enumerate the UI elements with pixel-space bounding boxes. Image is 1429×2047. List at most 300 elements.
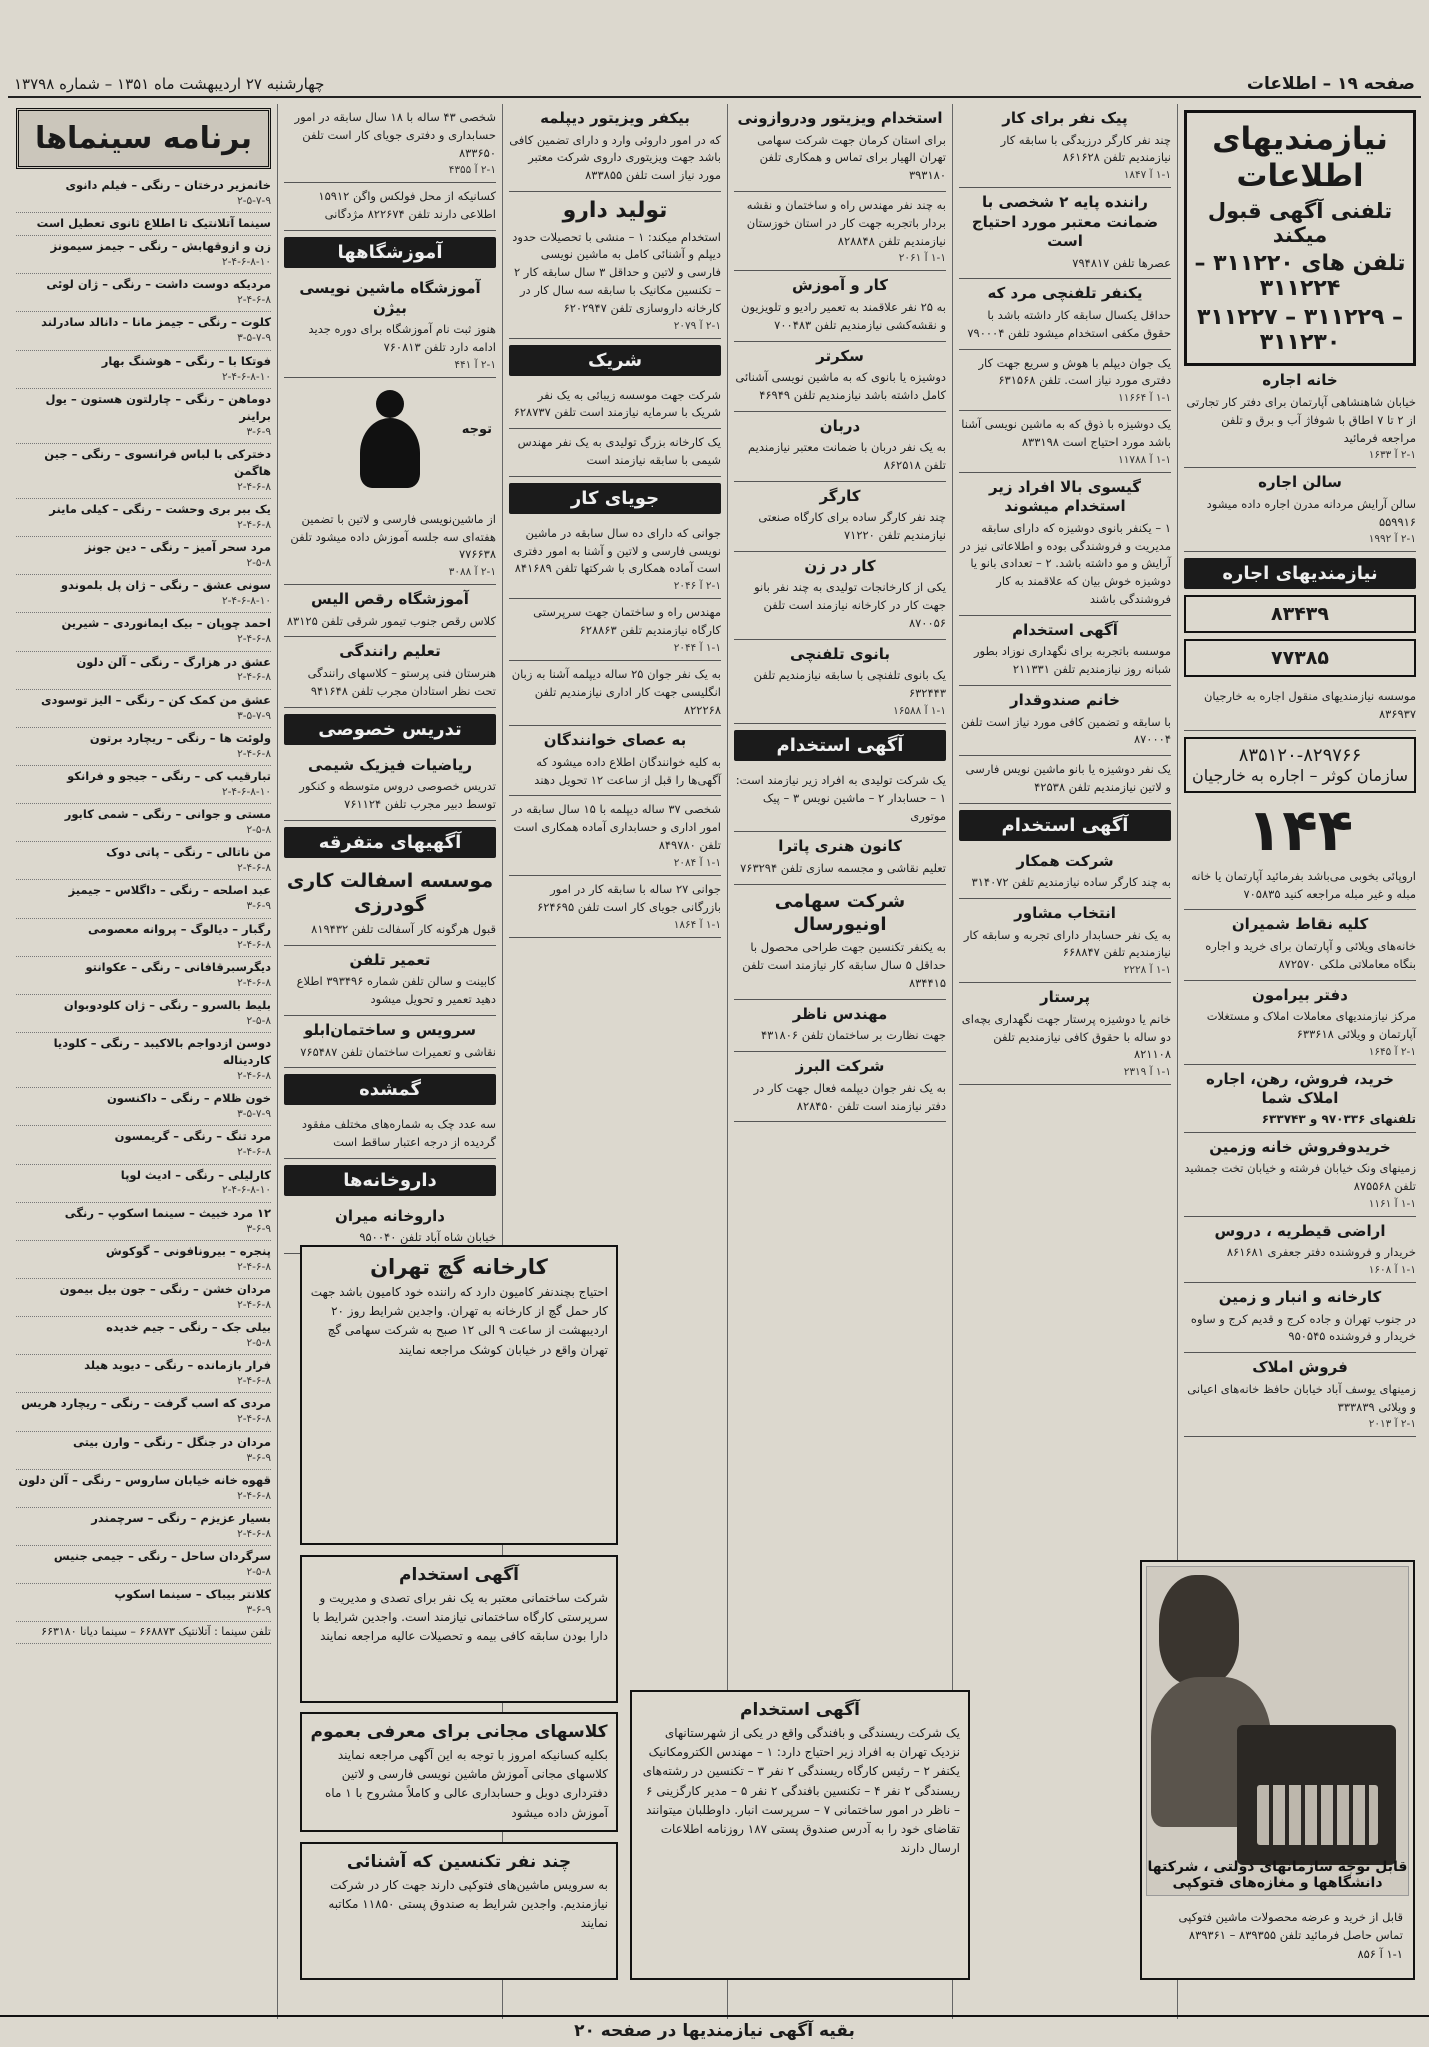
ad-text: شرکت ساختمانی معتبر به یک نفر برای تصدی و مدیریت و سرپرستی کارگاه ساختمانی نیازمند است. واجدین شرایط با دارا بودن سابقه کافی بیمه و تحصیلات عالیه مراجعه نمایند: [312, 1591, 608, 1644]
category-lost: گمشده: [284, 1074, 496, 1105]
ad-code: ۱-۱ آ ۱۱۶۶۴: [1118, 392, 1171, 405]
ad-job-seeker: [509, 520, 721, 599]
ad-sale: [1184, 1353, 1416, 1437]
ad-textile-co: [630, 1690, 970, 1980]
category-misc: آگهیهای متفرقه: [284, 827, 496, 858]
ad-text: عصرها تلفن ۷۹۴۸۱۷: [1072, 255, 1171, 270]
cinema-film: دوسن ازدواجم بالاکیبد – رنگی – کلودیا کاردیناله: [53, 1036, 271, 1068]
ad-title: آگهی استخدام: [1012, 620, 1118, 639]
cinema-item: [16, 1317, 271, 1355]
cinema-film: مرد سحر آمیز – رنگی – دین جونز: [84, 540, 271, 555]
cinema-film: مستی و جوانی – رنگی – شمی کابور: [64, 807, 271, 822]
category-pharmacy: داروخانه‌ها: [284, 1165, 496, 1196]
ad-readers-notice: [509, 726, 721, 796]
ad-text: خیابان شاه آباد تلفن ۹۵۰۰۴۰: [359, 1230, 496, 1245]
ad-chemist: [509, 429, 721, 477]
ad-title: تعمیر تلفن: [349, 950, 431, 969]
ad-text: موسسه باتجربه برای نگهداری نوزاد بطور شبانه روز نیازمندیم تلفن ۲۱۱۳۳۱: [974, 644, 1171, 677]
ad-text: ۱ – یکنفر بانوی دوشیزه که دارای سابقه مدیریت و فروشندگی بوده و اطلاعاتی نیز در آرایش و مو داشته باشد. ۲ – تعدادی بانو یا دوشیزه خوش بیان که علاقمند به کار فروشندگی باشند: [960, 520, 1171, 607]
cinema-times: ۲-۴-۶-۸-۱۰: [222, 1184, 271, 1197]
ad-code: ۲-۱ آ ۱۹۹۲: [1368, 533, 1416, 546]
ad-text: خریدار و فروشنده دفتر جعفری ۸۶۱۶۸۱: [1226, 1245, 1416, 1260]
ad-title: تولید دارو: [562, 197, 668, 223]
ad-text: حداقل یکسال سابقه کار داشته باشد با حقوق مکفی استخدام میشود تلفن ۷۹۰۰۰۴: [967, 307, 1171, 340]
category-partner: شریک: [509, 345, 721, 376]
ad-title: دفتر بیرامون: [1252, 985, 1348, 1004]
cinema-times: ۳-۶-۹: [246, 1451, 271, 1464]
cinema-times: ۲-۴-۶-۸: [237, 1413, 271, 1426]
ad-land: [1184, 1217, 1416, 1283]
ad-code: ۱-۱ آ ۲۰۶۱: [898, 252, 946, 265]
cinema-item: [16, 652, 271, 690]
cinema-film: سرگردان ساحل – رنگی – جیمی جنیس: [53, 1549, 271, 1564]
ad-young-diploma: [509, 661, 721, 726]
ad-villa: [1184, 910, 1416, 980]
cinema-film: عشق در هزارگ – رنگی – آلن دلون: [76, 654, 271, 669]
cinema-times: ۳-۶-۹: [246, 1222, 271, 1235]
cinema-times: ۲-۴-۶-۸: [237, 1527, 271, 1540]
ad-partner: [509, 382, 721, 430]
stamp-phone-2: ۷۷۳۸۵: [1184, 639, 1416, 677]
cinema-times: ۲-۵-۸: [246, 557, 271, 569]
ad-code: ۱-۱ آ ۲۰۸۴: [673, 856, 721, 869]
ad-text: به ۲۵ نفر علاقمند به تعمیر رادیو و تلویزیون و نقشه‌کشی نیازمندیم تلفن ۷۰۰۴۸۳: [741, 299, 946, 332]
ad-text: خانه‌های ویلائی و آپارتمان برای خرید و اجاره بنگاه معاملاتی ملکی ۸۷۲۵۷۰: [1205, 938, 1416, 971]
ad-text: موسسه نیازمندیهای منقول اجاره به خارجیان ۸۳۶۹۳۷: [1203, 689, 1416, 722]
ad-salon: [1184, 468, 1416, 552]
ad-accountant-seek: [509, 796, 721, 875]
ad-title: شرکت سهامی اونیورسال: [774, 890, 906, 936]
cinema-item: [16, 537, 271, 575]
ad-code: ۲-۱ آ ۱۶۳۳: [1368, 449, 1416, 462]
ad-commerce-seek: [509, 876, 721, 938]
ad-text: به چند کارگر ساده نیازمندیم تلفن ۳۱۴۰۷۲: [971, 875, 1171, 890]
ad-doorman: [734, 412, 946, 482]
cinema-item: [16, 1203, 271, 1241]
ad-phone: تلفنهای ۹۷۰۳۳۶ و ۶۳۳۷۴۳: [1261, 1111, 1416, 1126]
ad-pharma: [509, 192, 721, 339]
ad-text: مرکز نیازمندیهای معاملات املاک و مستغلات آپارتمان و ویلائی ۶۳۳۶۱۸: [1206, 1009, 1416, 1041]
ad-title: خرید، فروش، رهن، اجاره املاک شما: [1206, 1069, 1394, 1108]
ad-code: ۱-۱ آ ۲۰۴۴: [673, 641, 721, 654]
ad-alborz: [734, 1052, 946, 1122]
ad-company: [959, 847, 1171, 899]
cinema-times: ۲-۴-۶-۸: [237, 1375, 271, 1388]
ad-civil-engineer: [509, 599, 721, 661]
cinema-times: ۲-۴-۶-۸: [237, 747, 271, 760]
silhouette-label: توجه: [461, 421, 492, 437]
ad-text: یک کارخانه بزرگ تولیدی به یک نفر مهندس شیمی با سابقه نیازمند است: [517, 435, 721, 468]
ad-salon-staff: [959, 473, 1171, 616]
ad-text: در جنوب تهران و جاده کرج و قدیم کرج و ساوه خریدار و فروشنده ۹۵۰۵۴۵: [1190, 1311, 1416, 1344]
ad-work-training: [734, 271, 946, 341]
ad-text: جوانی ۲۷ ساله با سابقه کار در امور بازرگانی جویای کار است تلفن ۶۲۴۶۹۵: [537, 881, 721, 914]
cinema-item: [16, 1546, 271, 1584]
banner-title: نیازمندیهای اطلاعات: [1212, 121, 1388, 195]
cinema-film: کلانتر بیباک – سینما اسکوپ: [114, 1587, 271, 1602]
ad-operator: [959, 279, 1171, 349]
ad-cashier: [959, 686, 1171, 756]
ad-text: نقاشی و تعمیرات ساختمان تلفن ۷۶۵۴۸۷: [300, 1044, 496, 1059]
ad-nanny: [959, 616, 1171, 686]
ad-title: استخدام ویزیتور ودروازونی: [737, 109, 943, 127]
ad-text: جوانی که دارای ده سال سابقه در ماشین نویسی فارسی و لاتین و آشنا به امور دفتری است آماده همکاری با شرکتها تلفن ۸۴۱۶۸۹: [513, 525, 721, 576]
cinema-times: ۲-۵-۸: [246, 1014, 271, 1027]
cinema-film: سونی عشق – رنگی – ژان پل بلموندو: [60, 578, 271, 593]
ad-text: هنرستان فنی پرستو – کلاسهای رانندگی تحت نظر استادان مجرب تلفن ۹۴۱۶۴۸: [307, 665, 496, 698]
ad-women-work: [734, 552, 946, 640]
ad-title: خانه اجاره: [1262, 371, 1338, 390]
ad-text: اروپائی بخوبی می‌باشد بفرمائید آپارتمان یا خانه مبله و غیر مبله مراجعه کنید ۷۰۵۸۳۵: [1191, 868, 1416, 901]
ad-title: کارخانه و انبار و زمین: [1218, 1288, 1382, 1307]
ad-phone-operator: [734, 640, 946, 724]
ad-dance-school: [284, 585, 496, 637]
cinema-item: [16, 690, 271, 728]
ad-code: ۲-۱ آ ۲۰۱۳: [1368, 1418, 1416, 1431]
ad-text: یک نفر دوشیزه یا بانو ماشین نویس فارسی و لاتین نیازمندیم تلفن ۴۲۵۳۸: [965, 762, 1171, 794]
ad-title: مهندس ناظر: [792, 1004, 888, 1023]
ad-title: راننده پایه ۲ شخصی با ضمانت معتبر مورد احتیاج است: [971, 193, 1159, 251]
banner-phones-1: تلفن های ۳۱۱۲۲۰ – ۳۱۱۲۲۴: [1194, 251, 1406, 302]
ad-secretary: [734, 342, 946, 412]
category-employment-2: آگهی استخدام: [734, 730, 946, 761]
ad-title: سالن اجاره: [1258, 473, 1342, 492]
ad-text: زمینهای ونک خیابان فرشته و خیابان تخت جمشید تلفن ۸۷۵۵۶۸: [1184, 1161, 1416, 1194]
ad-art-center: [734, 832, 946, 884]
cinema-film: کلوت – رنگی – جیمز مانا – دانالد سادرلند: [41, 315, 271, 330]
ad-accountant: [284, 104, 496, 183]
cinema-film: فوتکا با – رنگی – هوشنگ بهار: [101, 353, 271, 368]
ad-nurse: [959, 983, 1171, 1085]
cinema-item: [16, 1279, 271, 1317]
cinema-film: مردان در جنگل – رنگی – وارن بیتی: [72, 1434, 271, 1449]
photocopy-photo: [1146, 1566, 1409, 1896]
cinema-item: [16, 728, 271, 766]
cinema-film: دخترکی با لباس فرانسوی – رنگی – جین هاگمن: [44, 446, 271, 478]
ad-text: تدریس خصوصی دروس متوسطه و کنکور توسط دبیر مجرب تلفن ۷۶۱۱۲۴: [299, 779, 496, 811]
ad-title: آگهی استخدام: [740, 1700, 860, 1720]
ad-text: خانم یا دوشیزه پرستار جهت نگهداری بچه‌ای دو ساله با حقوق کافی نیازمندیم تلفن ۸۲۱۱۰۸: [961, 1011, 1171, 1062]
category-private-lessons: تدریس خصوصی: [284, 714, 496, 745]
ad-text: یک شرکت ریسندگی و بافندگی واقع در یکی از شهرستانهای نزدیک تهران به افراد زیر احتیاج دارد: ۱ – مهندس الکترومکانیک یکنفر ۲ – رئیس کارگاه ریسندگی ۲ نفر ۳ – تکنسین در رشته‌های ریسندگی ۲ نفر ۴ – تکنسین بافندگی ۲ نفر ۵ – مدیر کارگزینی ۶ – ناظر در امور ساختمانی ۷ – سرپرست انبار. داوطلبان میتوانند تقاضای خود را به آدرس صندوق پستی ۱۸۷ روزنامه اطلاعات ارسال دارند: [642, 1726, 960, 1856]
cinema-film: دیگرسبرقافانی – رنگی – عکوانتو: [85, 959, 271, 974]
ad-driver: [959, 188, 1171, 279]
cinema-item: [16, 1432, 271, 1470]
ad-photocopy: [1140, 1560, 1415, 1980]
ad-universal: [734, 885, 946, 1000]
banner-phones-2: ۳۱۱۲۲۷ – ۳۱۱۲۲۹ – ۳۱۱۲۳۰: [1196, 305, 1404, 356]
cinema-film: مرد تنگ – رنگی – گریمسون: [114, 1129, 271, 1144]
cinema-times: ۲-۴-۶-۸: [237, 480, 271, 493]
category-rental: نیازمندیهای اجاره: [1184, 558, 1416, 589]
ad-text: از ماشین‌نویسی فارسی و لاتین با تضمین هفته‌ای سه جلسه آموزش داده میشود تلفن ۷۷۶۶۳۸: [290, 511, 496, 562]
cinema-times: ۲-۴-۶-۸-۱۰: [222, 256, 271, 269]
ad-text: شرکت جهت موسسه زیبائی به یک نفر شریک با سرمایه نیازمند است تلفن ۶۲۸۷۳۷: [513, 387, 721, 420]
ad-title: شرکت همکار: [1016, 851, 1114, 870]
ad-worker: [734, 482, 946, 552]
ad-text: هنوز ثبت نام آموزشگاه برای دوره جدید ادامه دارد تلفن ۷۶۰۸۱۳: [308, 322, 496, 354]
cinema-times: ۲-۴-۶-۸: [237, 938, 271, 951]
ad-code: ۱-۱ آ ۸۵۶: [1357, 1946, 1403, 1961]
cinema-item: [16, 236, 271, 274]
ad-engineers: [734, 192, 946, 271]
ad-title: به عصای خوانندگان: [543, 731, 687, 750]
cinema-film: تبارقیب کی – رنگی – جیجو و فرانکو: [67, 769, 271, 783]
cinema-film: یک ببر بری وحشت – رنگی – کیلی ماینر: [49, 501, 271, 516]
ad-title: کارگر: [819, 486, 861, 505]
cinema-film: خون ظلام – رنگی – داکنسون: [106, 1091, 271, 1106]
cinema-film: بلیط بالسرو – رنگی – ژان کلودوبوان: [63, 997, 271, 1012]
page-footer: بقیه آگهی نیازمندیها در صفحه ۲۰: [0, 2015, 1429, 2041]
cinema-film: بیلی جک – رنگی – جیم خدیده: [106, 1320, 271, 1335]
ad-text: به یک نفر دربان با ضمانت معتبر نیازمندیم تلفن ۸۶۲۵۱۸: [748, 440, 946, 472]
ad-title: سکرتر: [816, 346, 864, 365]
ad-phone: ۸۳۵۱۲۰-۸۲۹۷۶۶: [1238, 745, 1362, 767]
ad-text: چند نفر کارگر درزیدگی با سابقه کار نیازمندیم تلفن ۸۶۱۶۲۸: [1000, 132, 1171, 165]
page-header: [8, 72, 1421, 98]
ad-text: زمینهای یوسف آباد خیابان حافظ خانه‌های اعیانی و ویلائی ۳۳۳۸۳۹: [1187, 1381, 1416, 1414]
ad-driving: [284, 637, 496, 707]
ad-title: پیک نفر برای کار: [1002, 109, 1128, 127]
cinema-footer: تلفن سینما : آتلانتیک ۶۶۸۸۷۳ – سینما دیانا ۶۶۳۱۸۰: [16, 1622, 271, 1644]
cinema-item: [16, 1126, 271, 1164]
cinema-item: [16, 995, 271, 1033]
ad-text: مهندس راه و ساختمان جهت سرپرستی کارگاه نیازمندیم تلفن ۶۲۸۸۶۳: [533, 605, 721, 638]
cinema-times: ۳-۶-۹: [246, 425, 271, 438]
cinema-film: مردان خشن – رنگی – جون بیل بیمون: [59, 1281, 271, 1296]
ad-code: ۲-۱ آ ۲۰۴۶: [673, 580, 721, 593]
column-cinemas: [10, 104, 277, 2019]
ad-text: سالن آرایش مردانه مدرن اجاره داده میشود ۵۵۹۹۱۶: [1206, 496, 1416, 529]
classifieds-banner: [1184, 110, 1416, 366]
ad-phone-repair: [284, 946, 496, 1016]
ad-title: داروخانه میران: [335, 1206, 445, 1225]
cinema-times: ۲-۴-۶-۸-۱۰: [222, 785, 271, 798]
ad-title: خریدوفروش خانه وزمین: [1209, 1137, 1391, 1156]
ad-phone-box: [1184, 737, 1416, 793]
ad-code: ۱-۱ آ ۱۶۵۸۸: [893, 704, 946, 717]
cinema-film: سینما آتلانتیک تا اطلاع ثانوی تعطیل است: [36, 216, 271, 231]
ad-lost-car: [284, 183, 496, 231]
cinema-times: ۲-۴-۶-۸: [237, 1489, 271, 1502]
cinema-times: ۲-۴-۶-۸: [237, 1260, 271, 1273]
ad-text: یکی از کارخانجات تولیدی به چند نفر بانو جهت کار در کارخانه نیازمند است تلفن ۸۷۰۰۵۶: [754, 580, 946, 630]
ad-text: احتیاج بچندنفر کامیون دارد که راننده خود کامیون باشد جهت کار حمل گچ از کارخانه به تهران. واجدین شرایط روز ۲۰ اردیبهشت از ساعت ۹ الی ۱۲ صبح به شرکت سهامی گچ تهران واقع در خیابان کوشک مراجعه نمایند: [310, 1285, 608, 1357]
ad-code: ۱-۱ آ ۱۶۰۸: [1368, 1264, 1416, 1277]
cinema-item: [16, 804, 271, 842]
ad-title: آگهی استخدام: [399, 1565, 519, 1585]
photo-ad-text: [1146, 1902, 1409, 1969]
cinema-times: ۲-۴-۶-۸: [237, 294, 271, 307]
cinema-film: رگبار – دیالوگ – پروانه معصومی: [87, 921, 271, 936]
cinema-times: ۲-۵-۸: [246, 1337, 271, 1350]
cinema-item: [16, 351, 271, 389]
ad-title: فروش املاک: [1252, 1358, 1348, 1377]
ad-title: کار در زن: [804, 556, 876, 575]
ad-text: استخدام میکند: ۱ – منشی با تحصیلات حدود دیپلم و آشنائی کامل به ماشین نویسی فارسی و لاتین و حداقل ۳ سال سابقه کار ۲ – تکنسین مکانیک با سابقه سه سال کار در کارخانه داروسازی تلفن ۶۲۰۲۹۴۷: [512, 229, 721, 315]
cinema-times: ۲-۵-۷-۹: [237, 194, 271, 207]
ad-text: که در امور داروئی وارد و دارای تضمین کافی باشد جهت ویزیتوری داروی شرکت معتبر مورد نیاز است تلفن ۸۳۳۸۵۵: [509, 132, 721, 183]
ad-visitor: [734, 104, 946, 192]
ad-title: کانون هنری پاترا: [778, 837, 902, 856]
cinema-item: [16, 613, 271, 651]
ad-text: دوشیزه یا بانوی که به ماشین نویسی آشنائی کامل داشته باشد نیازمندیم تلفن ۴۶۹۴۹: [735, 370, 946, 402]
ad-title: موسسه اسفالت کاری گودرزی: [286, 869, 494, 917]
cinema-film: من ناتالی – رنگی – پاتی دوک: [106, 845, 271, 860]
ad-courier: [959, 104, 1171, 188]
ad-code: ۱-۱ آ ۲۲۲۸: [1123, 964, 1171, 977]
ad-text: با سابقه و تضمین کافی مورد نیاز است تلفن ۸۷۰۰۰۴: [960, 714, 1171, 747]
cinema-times: ۳-۵-۷-۹: [237, 332, 271, 345]
ad-factory: [1184, 1283, 1416, 1353]
ad-tutoring: [284, 751, 496, 821]
cinema-times: ۳-۶-۹: [246, 900, 271, 913]
ad-gach-tehran: [300, 1245, 618, 1545]
ad-text: کسانیکه از محل فولکس واگن ۱۵۹۱۲ اطلاعی دارند تلفن ۸۲۲۶۷۴ مژدگانی: [318, 189, 496, 222]
cinema-film: ۱۲ مرد خبیث – سینما اسکوپ – رنگی: [64, 1205, 271, 1220]
cinema-times: ۲-۴-۶-۸: [237, 671, 271, 684]
ad-rental: [1184, 683, 1416, 731]
ad-technicians: [300, 1842, 618, 1980]
cinema-film: قهوه خانه خیابان ساروس – رنگی – آلن دلون: [18, 1472, 271, 1487]
cinema-item: [16, 842, 271, 880]
cinema-film: کارلیلی – رنگی – ادیث لوپا: [120, 1167, 271, 1182]
cinema-times: ۳-۵-۷-۹: [237, 1108, 271, 1121]
ad-title: تعلیم رانندگی: [339, 642, 441, 661]
ad-text: کابینت و سالن تلفن شماره ۳۹۳۴۹۶ اطلاع دهید تعمیر و تحویل میشود: [296, 974, 496, 1007]
cinema-times: ۳-۵-۷-۹: [237, 709, 271, 722]
ad-text: به یکنفر تکنسین جهت طراحی محصول با حداقل ۵ سال سابقه کار نیازمند است تلفن ۸۳۴۴۱۵: [742, 940, 946, 991]
ad-text: یک شرکت تولیدی به افراد زیر نیازمند است: ۱ – حسابدار ۲ – ماشین نویس ۳ – پیک موتوری: [735, 772, 946, 823]
cinema-times: ۲-۴-۶-۸: [237, 1069, 271, 1082]
cinema-item: [16, 312, 271, 350]
ad-code: ۱-۱ آ ۱۱۷۸۸: [1118, 453, 1171, 466]
cinema-film: مردی که اسب گرفت – رنگی – ریچارد هریس: [21, 1396, 271, 1411]
ad-title: شرکت البرز: [795, 1057, 885, 1076]
cinema-times: ۳-۶-۹: [246, 1604, 271, 1617]
ad-text: قابل از خرید و عرضه محصولات ماشین فتوکپی تماس حاصل فرمائید تلفن ۸۳۹۳۵۵ – ۸۳۹۳۶۱: [1178, 1910, 1403, 1943]
woman-head: [1159, 1575, 1239, 1685]
cinema-times: ۲-۴-۶-۸-۱۰: [222, 595, 271, 608]
cinema-title: برنامه سینماها: [16, 108, 271, 169]
cinema-item: [16, 957, 271, 995]
category-schools: آموزشگاهها: [284, 237, 496, 268]
ad-visitor-diploma: [509, 104, 721, 192]
ad-bijan-school: [284, 274, 496, 378]
cinema-film: مردیکه دوست داشت – رنگی – ژان لوئی: [46, 277, 271, 292]
ad-supervisor: [734, 1000, 946, 1052]
cinema-film: زن و ازوقهابش – رنگی – جیمز سیمونز: [50, 239, 271, 254]
cinema-film: پنجره – بیرونافونی – گوکوش: [105, 1243, 271, 1258]
ad-office: [1184, 981, 1416, 1065]
ad-buy-land: [1184, 1133, 1416, 1217]
ad-typing-lessons: [284, 506, 496, 585]
ad-title: ریاضیات فیزیک شیمی: [307, 755, 473, 774]
cinema-film: عشق من کمک کن – رنگی – الیز توسودی: [41, 692, 271, 707]
page-label: صفحه ۱۹ – اطلاعات: [1246, 74, 1415, 94]
ad-title: کارخانه گچ تهران: [370, 1255, 548, 1279]
silhouette-head: [376, 390, 404, 418]
ad-title: کار و آموزش: [792, 276, 888, 295]
cinema-film: احمد چوپان – بیک ایمانوردی – شیرین: [61, 616, 271, 631]
ad-text: یک دوشیزه با ذوق که به ماشین نویسی آشنا باشد مورد احتیاج است ۸۳۳۱۹۸: [961, 417, 1171, 449]
ad-office-clerk: [959, 350, 1171, 412]
cinema-item: [16, 1508, 271, 1546]
ad-building-service: [284, 1016, 496, 1068]
cinema-item: [16, 1470, 271, 1508]
ad-lost-cheques: [284, 1111, 496, 1159]
ad-title: اراضی قیطریه ، دروس: [1214, 1221, 1386, 1240]
cinema-times: ۲-۵-۸: [246, 824, 271, 837]
ad-text: به سرویس ماشین‌های فتوکپی دارند جهت کار در شرکت نیازمندیم. واجدین شرایط به صندوق پستی ۱۱۸۵۰ مکاتبه نمایند: [328, 1878, 608, 1931]
cinema-film: خانمزیر درختان – رنگی – فیلم دانوی: [65, 178, 271, 192]
cinema-item: [16, 766, 271, 804]
ad-rent-foreign: [1184, 863, 1416, 911]
photo-caption: قابل توجه سازمانهای دولتی ، شرکتها دانشگاهها و مغازه‌های فتوکپی: [1147, 1859, 1408, 1891]
ad-text: به چند نفر مهندس راه و ساختمان و نقشه بردار باتجربه جهت کار در استان خوزستان نیازمندیم تلفن ۸۲۸۸۴۸: [746, 197, 946, 248]
ad-text: جهت نظارت بر ساختمان تلفن ۴۳۱۸۰۶: [760, 1028, 946, 1043]
ad-title: دربان: [819, 416, 861, 435]
cinema-list: [16, 175, 271, 1622]
ad-title: آموزشگاه رقص الیس: [311, 590, 469, 609]
cinema-item: [16, 1393, 271, 1431]
ad-text: چند نفر کارگر ساده برای کارگاه صنعتی نیازمندیم تلفن ۷۱۲۲۰: [758, 510, 946, 543]
ad-advisor: [959, 899, 1171, 983]
ad-code: ۲-۱ آ ۴۳۵۵: [448, 164, 496, 177]
cinema-times: ۲-۴-۶-۸: [237, 1298, 271, 1311]
ad-text: سه عدد چک به شماره‌های مختلف مفقود گردیده از درجه اعتبار ساقط است: [301, 1117, 496, 1150]
cinema-item: [16, 1355, 271, 1393]
cinema-film: عبد اصلحه – رنگی – داگلاس – جیمیز: [68, 883, 271, 898]
cinema-item: [16, 1241, 271, 1279]
cinema-item: [16, 1088, 271, 1126]
ad-text: شخصی ۴۳ ساله با ۱۸ سال سابقه در امور حسابداری و دفتری جویای کار است تلفن ۸۳۳۶۵۰: [294, 110, 496, 160]
cinema-film: دوماهن – رنگی – چارلتون هستون – یول براینر: [45, 391, 271, 423]
ad-text: کلاس رقص جنوب تیمور شرقی تلفن ۸۳۱۲۵: [286, 613, 496, 628]
cinema-times: ۲-۴-۶-۸-۱۰: [222, 370, 271, 383]
ad-classes-free: [300, 1712, 618, 1832]
cinema-times: ۲-۴-۶-۸: [237, 862, 271, 875]
ad-text: تعلیم نقاشی و مجسمه سازی تلفن ۷۶۳۲۹۴: [740, 860, 946, 875]
ad-text: برای استان کرمان جهت شرکت سهامی تهران الهیار برای تماس و همکاری تلفن ۳۹۳۱۸۰: [757, 132, 946, 183]
ad-code: ۱-۱ آ ۱۸۶۴: [673, 918, 721, 931]
ad-asphalt: [284, 864, 496, 946]
cinema-item: [16, 213, 271, 236]
ad-title: کلیه نقاط شمیران: [1231, 915, 1369, 934]
cinema-film: ولوئت ها – رنگی – ریچارد برتون: [89, 730, 271, 745]
cinema-times: ۲-۴-۶-۸: [237, 1146, 271, 1159]
ad-text: شخصی ۳۷ ساله دیپلمه با ۱۵ سال سابقه در امور اداری و حسابداری آماده همکاری است تلفن ۸۴۹۷۸۰: [511, 802, 721, 853]
ad-text: به یک نفر حسابدار دارای تجربه و سابقه کار نیازمندیم تلفن ۶۶۸۸۴۷: [963, 927, 1171, 960]
ad-title: سرویس و ساختمان‌ابلو: [303, 1021, 477, 1039]
cinema-times: ۲-۴-۶-۸: [237, 518, 271, 531]
cinema-item: [16, 919, 271, 957]
cinema-item: [16, 575, 271, 613]
ad-text: به یک نفر جوان دیپلمه فعال جهت کار در دفتر نیازمند است تلفن ۸۲۸۴۵۰: [753, 1080, 946, 1113]
ad-sub: سازمان کوثر – اجاره به خارجیان: [1192, 766, 1408, 786]
cinema-item: [16, 444, 271, 499]
ad-building-co: [300, 1555, 618, 1703]
cinema-item: [16, 499, 271, 537]
cinema-item: [16, 175, 271, 213]
ad-text: یک بانوی تلفنچی با سابقه نیازمندیم تلفن ۶۳۲۴۴۳: [753, 668, 946, 701]
cinema-film: فرار بازمانده – رنگی – دیوید هیلد: [84, 1358, 271, 1373]
ad-code: ۲-۱ آ ۳۰۸۸: [448, 566, 496, 579]
date-issue: چهارشنبه ۲۷ اردیبهشت ماه ۱۳۵۱ – شماره ۱۳۷۹۸: [14, 75, 325, 93]
ad-text: به کلیه خوانندگان اطلاع داده میشود که آگهی‌ها را قبل از ساعت ۱۲ تحویل دهند: [534, 754, 721, 787]
cinema-times: ۲-۵-۸: [246, 1566, 271, 1578]
ad-typist-2: [959, 756, 1171, 804]
